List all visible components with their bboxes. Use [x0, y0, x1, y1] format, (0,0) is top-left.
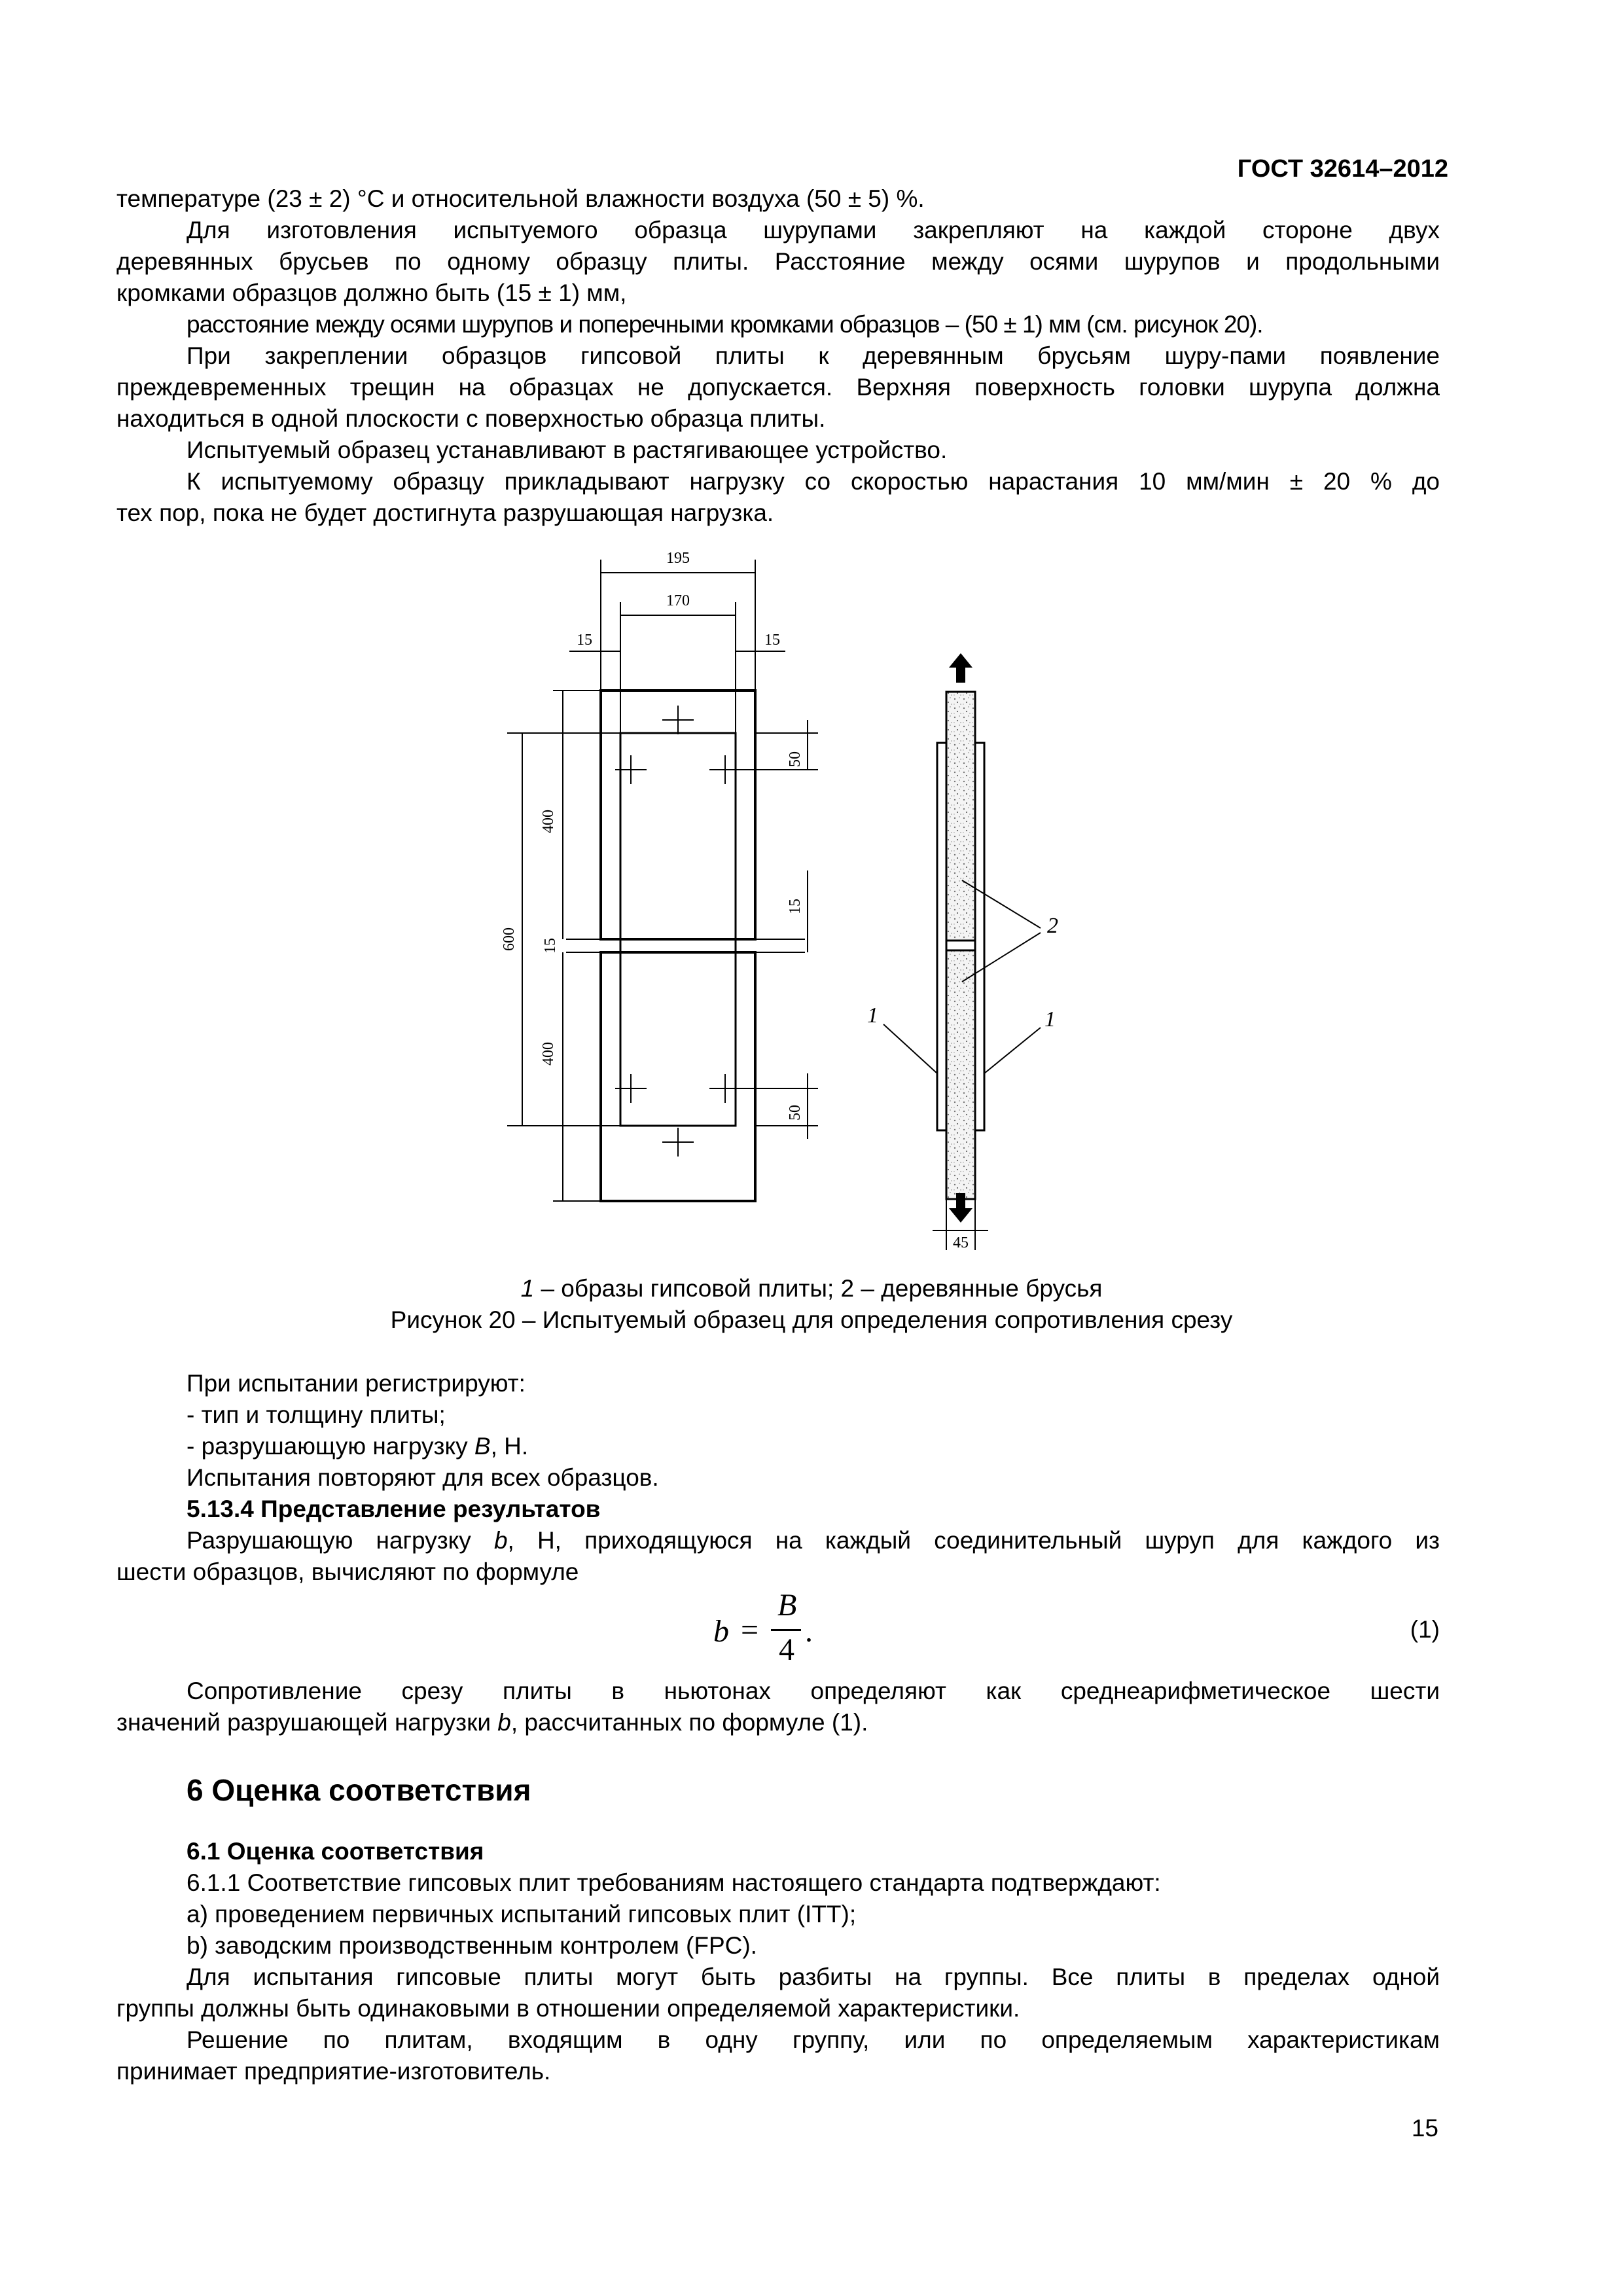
register-item: - разрушающую нагрузку B, Н. [187, 1433, 529, 1460]
figure-legend [0, 1273, 1623, 1304]
dim-170: 170 [666, 592, 690, 609]
paragraph-line: тех пор, пока не будет достигнута разрушающая нагрузка. [116, 499, 774, 526]
section-heading-61: 6.1 Оценка соответствия [187, 1838, 484, 1865]
formula-dot: . [805, 1614, 813, 1649]
paragraph-line: кромками образцов должно быть (15 ± 1) мм, [116, 279, 627, 306]
paragraph-line: Для изготовления испытуемого образца шурупами закрепляют на каждой стороне двух [187, 217, 1440, 243]
paragraph-line: К испытуемому образцу прикладывают нагрузку со скоростью нарастания 10 мм/мин ± 20 % до [187, 468, 1440, 495]
paragraph-line: Решение по плитам, входящим в одну группу, или по определяемым характеристикам [187, 2026, 1440, 2053]
formula-numerator: B [777, 1588, 797, 1623]
formula-1 [713, 1587, 825, 1672]
paragraph-line: температуре (23 ± 2) °С и относительной влажности воздуха (50 ± 5) %. [116, 185, 925, 212]
paragraph-line: При закреплении образцов гипсовой плиты к деревянным брусьям шуру-пами появление [187, 342, 1440, 369]
plasterboard-specimen [620, 733, 736, 1126]
lower-board [601, 952, 755, 1201]
arrow-up-icon [949, 653, 972, 683]
dim-15-left: 15 [577, 632, 592, 649]
dim-195: 195 [666, 550, 690, 567]
paragraph-line: группы должны быть одинаковыми в отношении определяемой характеристики. [116, 1995, 1020, 2022]
label-1-right: 1 [1044, 1007, 1056, 1031]
formula-denominator: 4 [779, 1632, 794, 1667]
page-number: 15 [1411, 2115, 1438, 2142]
dim-50-top: 50 [787, 751, 804, 767]
formula-eq: = [741, 1613, 759, 1647]
paragraph-line: шести образцов, вычисляют по формуле [116, 1558, 579, 1585]
paragraph-line: Для испытания гипсовые плиты могут быть разбиты на группы. Все плиты в пределах одной [187, 1964, 1440, 1990]
register-intro: При испытании регистрируют: [187, 1370, 526, 1397]
dim-15-right: 15 [764, 632, 780, 649]
dim-15-mid: 15 [787, 899, 804, 914]
repeat-note: Испытания повторяют для всех образцов. [187, 1464, 659, 1491]
fraction-bar [771, 1629, 801, 1631]
side-upper-bar [946, 692, 975, 941]
side-plate-right [975, 743, 984, 1130]
section-heading-5134: 5.13.4 Представление результатов [187, 1496, 601, 1522]
paragraph-line: преждевременных трещин на образцах не допускается. Верхняя поверхность головки шурупа должна [116, 374, 1440, 401]
list-item: а) проведением первичных испытаний гипсовых плит (ITT); [187, 1901, 857, 1928]
formula-lhs: b [713, 1614, 729, 1649]
paragraph-line: Разрушающую нагрузку b, Н, приходящуюся на каждый соединительный шуруп для каждого из [187, 1527, 1440, 1554]
dim-600: 600 [501, 927, 518, 951]
standard-header: ГОСТ 32614–2012 [1237, 155, 1448, 183]
paragraph-line: 6.1.1 Соответствие гипсовых плит требованиям настоящего стандарта подтверждают: [187, 1869, 1161, 1896]
formula-number: (1) [1410, 1616, 1440, 1643]
figure-title: Рисунок 20 – Испытуемый образец для определения сопротивления срезу [390, 1306, 1233, 1333]
paragraph-line: Испытуемый образец устанавливают в растягивающее устройство. [187, 437, 948, 463]
label-2: 2 [1047, 914, 1058, 938]
dim-400-top: 400 [540, 810, 557, 833]
legend-number: 1 [520, 1275, 535, 1302]
register-item: - тип и толщину плиты; [187, 1401, 446, 1428]
dim-400-bottom: 400 [540, 1042, 557, 1066]
side-lower-bar [946, 950, 975, 1199]
paragraph-line: расстояние между осями шурупов и поперечными кромками образцов – (50 ± 1) мм (см. рисунок 20). [187, 311, 1263, 338]
dim-50-bottom: 50 [787, 1105, 804, 1121]
paragraph-line: находиться в одной плоскости с поверхностью образца плиты. [116, 405, 826, 432]
side-plate-left [937, 743, 946, 1130]
list-item: b) заводским производственным контролем (FPC). [187, 1932, 757, 1959]
paragraph-line: значений разрушающей нагрузки b, рассчитанных по формуле (1). [116, 1709, 868, 1736]
label-1-left: 1 [867, 1003, 878, 1028]
legend-text: – образы гипсовой плиты; 2 – деревянные брусья [534, 1275, 1103, 1302]
paragraph-line: Сопротивление срезу плиты в ньютонах определяют как среднеарифметическое шести [187, 1677, 1440, 1704]
dim-15-gap: 15 [542, 938, 559, 954]
dim-45: 45 [953, 1234, 969, 1251]
paragraph-line: деревянных брусьев по одному образцу плиты. Расстояние между осями шурупов и продольными [116, 248, 1440, 275]
section-heading-6: 6 Оценка соответствия [187, 1773, 531, 1807]
paragraph-line: принимает предприятие-изготовитель. [116, 2058, 551, 2085]
